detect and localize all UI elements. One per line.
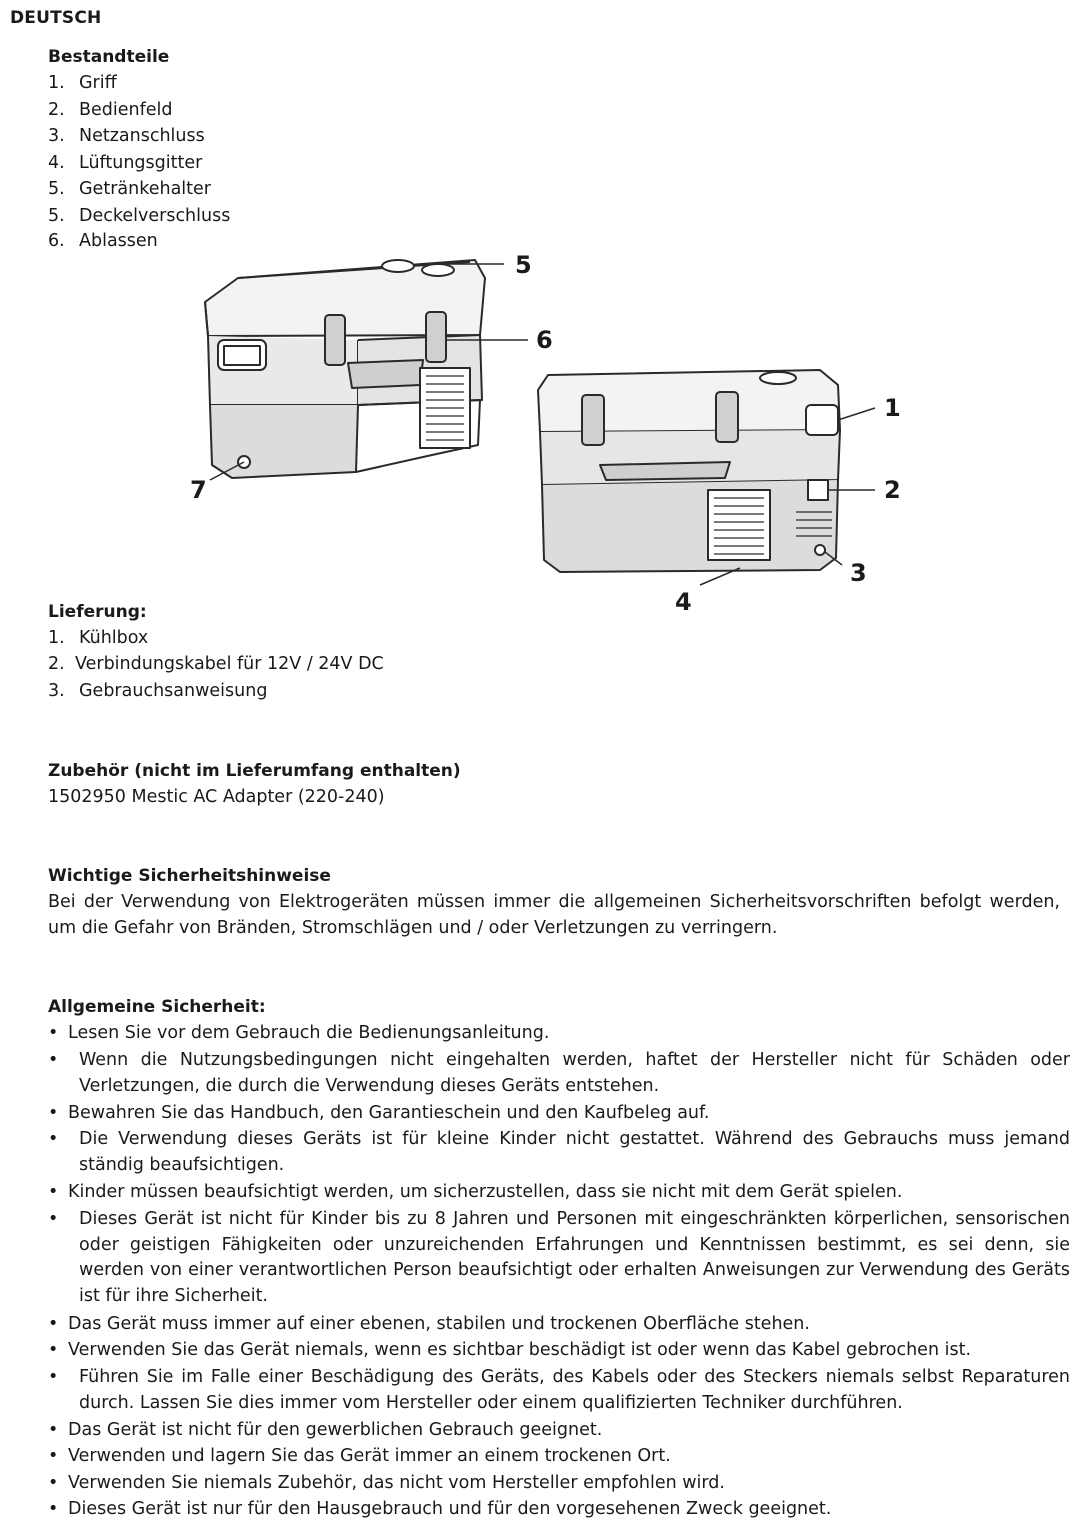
callout-3: 3 <box>850 559 867 587</box>
language-label: DEUTSCH <box>10 8 102 28</box>
safety-bullet-item: • Verwenden Sie das Gerät niemals, wenn es sichtbar beschädigt ist oder wenn das Kabel gebrochen ist. <box>48 1340 972 1360</box>
components-heading: Bestandteile <box>48 47 170 67</box>
cool-box-right-view <box>538 370 840 572</box>
safety-bullet-item: • Führen Sie im Falle einer Beschädigung des Geräts, des Kabels oder des Steckers niemals selbst Reparaturen durch. Lassen Sie dies immer vom Hersteller oder einem qualifizierten Techniker durchführen. <box>48 1367 1070 1413</box>
delivery-item: 3. Gebrauchsanweisung <box>48 681 268 701</box>
components-item: 4. Lüftungsgitter <box>48 153 203 173</box>
components-item: 2. Bedienfeld <box>48 100 173 120</box>
safety-bullet-item: • Das Gerät muss immer auf einer ebenen, stabilen und trockenen Oberfläche stehen. <box>48 1314 810 1334</box>
delivery-heading: Lieferung: <box>48 602 147 622</box>
callout-5: 5 <box>515 251 532 279</box>
callout-4: 4 <box>675 588 692 616</box>
components-item: 1. Griff <box>48 73 117 93</box>
safety-notes-heading: Wichtige Sicherheitshinweise <box>48 866 331 886</box>
components-item: 5. Getränkehalter <box>48 179 211 199</box>
callout-2: 2 <box>884 476 901 504</box>
components-item: 5. Deckelverschluss <box>48 206 231 226</box>
safety-bullet-item: • Das Gerät ist nicht für den gewerblichen Gebrauch geeignet. <box>48 1420 603 1440</box>
safety-bullet-item: • Dieses Gerät ist nicht für Kinder bis zu 8 Jahren und Personen mit eingeschränkten körperlichen, sensorischen oder geistigen Fähigkeiten oder unzureichenden Erfahrungen und Kenntnissen bestimmt, es sei denn, sie werden von einer verantwortlichen Person beaufsichtigt oder erhalten Anweisungen zur Verwendung des Geräts ist für ihre Sicherheit. <box>48 1209 1070 1306</box>
accessories-text: 1502950 Mestic AC Adapter (220-240) <box>48 787 385 807</box>
callout-6: 6 <box>536 326 553 354</box>
safety-bullet-item: • Die Verwendung dieses Geräts ist für kleine Kinder nicht gestattet. Während des Gebrauchs muss jemand ständig beaufsichtigen. <box>48 1129 1070 1175</box>
components-item: 3. Netzanschluss <box>48 126 205 146</box>
cool-box-left-view <box>205 260 485 478</box>
safety-bullet-item: • Lesen Sie vor dem Gebrauch die Bedienungsanleitung. <box>48 1023 550 1043</box>
safety-bullet-item: • Dieses Gerät ist nur für den Hausgebrauch und für den vorgesehenen Zweck geeignet. <box>48 1499 832 1519</box>
general-safety-heading: Allgemeine Sicherheit: <box>48 997 266 1017</box>
cool-box-illustration <box>120 240 1050 620</box>
delivery-item: 1. Kühlbox <box>48 628 149 648</box>
safety-bullet-item: • Verwenden Sie niemals Zubehör, das nicht vom Hersteller empfohlen wird. <box>48 1473 725 1493</box>
callout-1: 1 <box>884 394 901 422</box>
safety-bullet-item: • Verwenden und lagern Sie das Gerät immer an einem trockenen Ort. <box>48 1446 671 1466</box>
safety-bullet-item: • Kinder müssen beaufsichtigt werden, um sicherzustellen, dass sie nicht mit dem Gerät spielen. <box>48 1182 903 1202</box>
callout-7: 7 <box>190 476 207 504</box>
delivery-item: 2. Verbindungskabel für 12V / 24V DC <box>48 654 384 674</box>
accessories-heading: Zubehör (nicht im Lieferumfang enthalten) <box>48 761 461 781</box>
safety-bullet-item: • Bewahren Sie das Handbuch, den Garantieschein und den Kaufbeleg auf. <box>48 1103 710 1123</box>
safety-bullet-item: • Wenn die Nutzungsbedingungen nicht eingehalten werden, haftet der Hersteller nicht für Schäden oder Verletzungen, die durch die Verwendung dieses Geräts entstehen. <box>48 1050 1070 1096</box>
components-item: 6. Ablassen <box>48 231 158 251</box>
safety-notes-text: Bei der Verwendung von Elektrogeräten müssen immer die allgemeinen Sicherheitsvorschriften befolgt werden, um die Gefahr von Bränden, Stromschlägen und / oder Verletzungen zu verringern. <box>48 892 1060 938</box>
